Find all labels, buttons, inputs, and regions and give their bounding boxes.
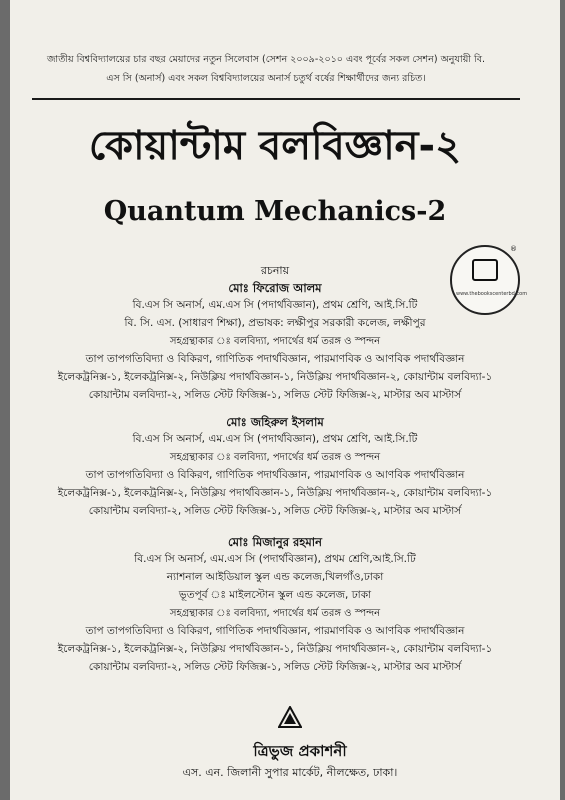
syllabus-note-line-1: জাতীয় বিশ্ববিদ্যালয়ের চার বছর মেয়াদের নতুন সিলেবাস (সেশন ২০০৯-২০১০ এবং পূর্বের সকল সেশন) অনুযায়ী বি.	[46, 54, 486, 65]
author-3-line-2: ন্যাশনাল আইডিয়াল স্কুল এন্ড কলেজ,খিলগাঁও,ঢাকা	[166, 571, 384, 583]
author-3-name: মোঃ মিজানুর রহমান	[228, 535, 322, 549]
author-1-line-3: সহগ্রন্থাকার ঃ বলবিদ্যা, পদার্থের ধর্ম তরঙ্গ ও স্পন্দন	[169, 336, 381, 347]
registered-mark: ®	[510, 245, 517, 253]
author-3-line-7: কোয়ান্টাম বলবিদ্যা-২, সলিড স্টেট ফিজিক্স-১, সলিড স্টেট ফিজিক্স-২, মাস্টার অব মাস্টার্স	[88, 661, 462, 673]
syllabus-note	[26, 50, 506, 88]
author-2-line-2: সহগ্রন্থাকার ঃ বলবিদ্যা, পদার্থের ধর্ম তরঙ্গ ও স্পন্দন	[169, 452, 381, 463]
author-2-line-1: বি.এস সি অনার্স, এম.এস সি (পদার্থবিজ্ঞান), প্রথম শ্রেণি, আই.সি.টি	[132, 433, 418, 445]
author-2-name: মোঃ জহিরুল ইসলাম	[226, 415, 324, 429]
author-1-line-5: ইলেকট্রনিক্স-১, ইলেকট্রনিক্স-২, নিউক্লিয় পদার্থবিজ্ঞান-১, নিউক্লিয় পদার্থবিজ্ঞান-২, কোয়ান্টাম বলবিদ্যা-১	[57, 371, 493, 383]
book-title-bengali: কোয়ান্টাম বলবিজ্ঞান-২	[88, 123, 462, 169]
book-title-english: Quantum Mechanics-2	[103, 196, 447, 227]
author-1-name: মোঃ ফিরোজ আলম	[228, 281, 322, 295]
author-2-line-4: ইলেকট্রনিক্স-১, ইলেকট্রনিক্স-২, নিউক্লিয় পদার্থবিজ্ঞান-১, নিউক্লিয় পদার্থবিজ্ঞান-২, কোয়ান্টাম বলবিদ্যা-১	[57, 487, 493, 499]
author-1-line-4: তাপ তাপগতিবিদ্যা ও বিকিরণ, গাণিতিক পদার্থবিজ্ঞান, পারমাণবিক ও আণবিক পদার্থবিজ্ঞান	[85, 353, 465, 365]
publisher-name: ত্রিভুজ প্রকাশনী	[253, 742, 347, 760]
author-3-line-6: ইলেকট্রনিক্স-১, ইলেকট্রনিক্স-২, নিউক্লিয় পদার্থবিজ্ঞান-১, নিউক্লিয় পদার্থবিজ্ঞান-২, কোয়ান্টাম বলবিদ্যা-১	[57, 643, 493, 655]
author-3-line-4: সহগ্রন্থাকার ঃ বলবিদ্যা, পদার্থের ধর্ম তরঙ্গ ও স্পন্দন	[169, 608, 381, 619]
syllabus-note-line-2: এস সি (অনার্স) এবং সকল বিশ্ববিদ্যালয়ের অনার্স চতুর্থ বর্ষের শিক্ষার্থীদের জন্য রচিত।	[106, 73, 426, 84]
badge-url: www.thebookscenterbd.com	[456, 291, 528, 297]
header-divider	[32, 98, 520, 100]
book-title-page	[10, 0, 560, 800]
author-3-line-3: ভূতপূর্ব ঃ মাইলস্টোন স্কুল এন্ড কলেজ, ঢাকা	[178, 589, 372, 601]
composed-by-label: রচনায়	[260, 264, 290, 277]
author-1-line-1: বি.এস সি অনার্স, এম.এস সি (পদার্থবিজ্ঞান), প্রথম শ্রেণি, আই.সি.টি	[132, 299, 418, 311]
author-3-line-1: বি.এস সি অনার্স, এম.এস সি (পদার্থবিজ্ঞান), প্রথম শ্রেণি,আই.সি.টি	[134, 553, 416, 565]
author-2-line-3: তাপ তাপগতিবিদ্যা ও বিকিরণ, গাণিতিক পদার্থবিজ্ঞান, পারমাণবিক ও আণবিক পদার্থবিজ্ঞান	[85, 469, 465, 481]
author-2-line-5: কোয়ান্টাম বলবিদ্যা-২, সলিড স্টেট ফিজিক্স-১, সলিড স্টেট ফিজিক্স-২, মাস্টার অব মাস্টার্স	[88, 505, 462, 517]
publisher-address: এস. এন. জিলানী সুপার মার্কেট, নীলক্ষেত, ঢাকা।	[182, 766, 398, 779]
author-3-line-5: তাপ তাপগতিবিদ্যা ও বিকিরণ, গাণিতিক পদার্থবিজ্ঞান, পারমাণবিক ও আণবিক পদার্থবিজ্ঞান	[85, 625, 465, 637]
author-1-line-2: বি. সি. এস. (সাধারণ শিক্ষা), প্রভাষক: লক্ষীপুর সরকারী কলেজ, লক্ষীপুর	[124, 317, 426, 329]
author-1-line-6: কোয়ান্টাম বলবিদ্যা-২, সলিড স্টেট ফিজিক্স-১, সলিড স্টেট ফিজিক্স-২, মাস্টার অব মাস্টার্স	[88, 389, 462, 401]
publisher-triangle-logo-icon	[278, 706, 302, 728]
